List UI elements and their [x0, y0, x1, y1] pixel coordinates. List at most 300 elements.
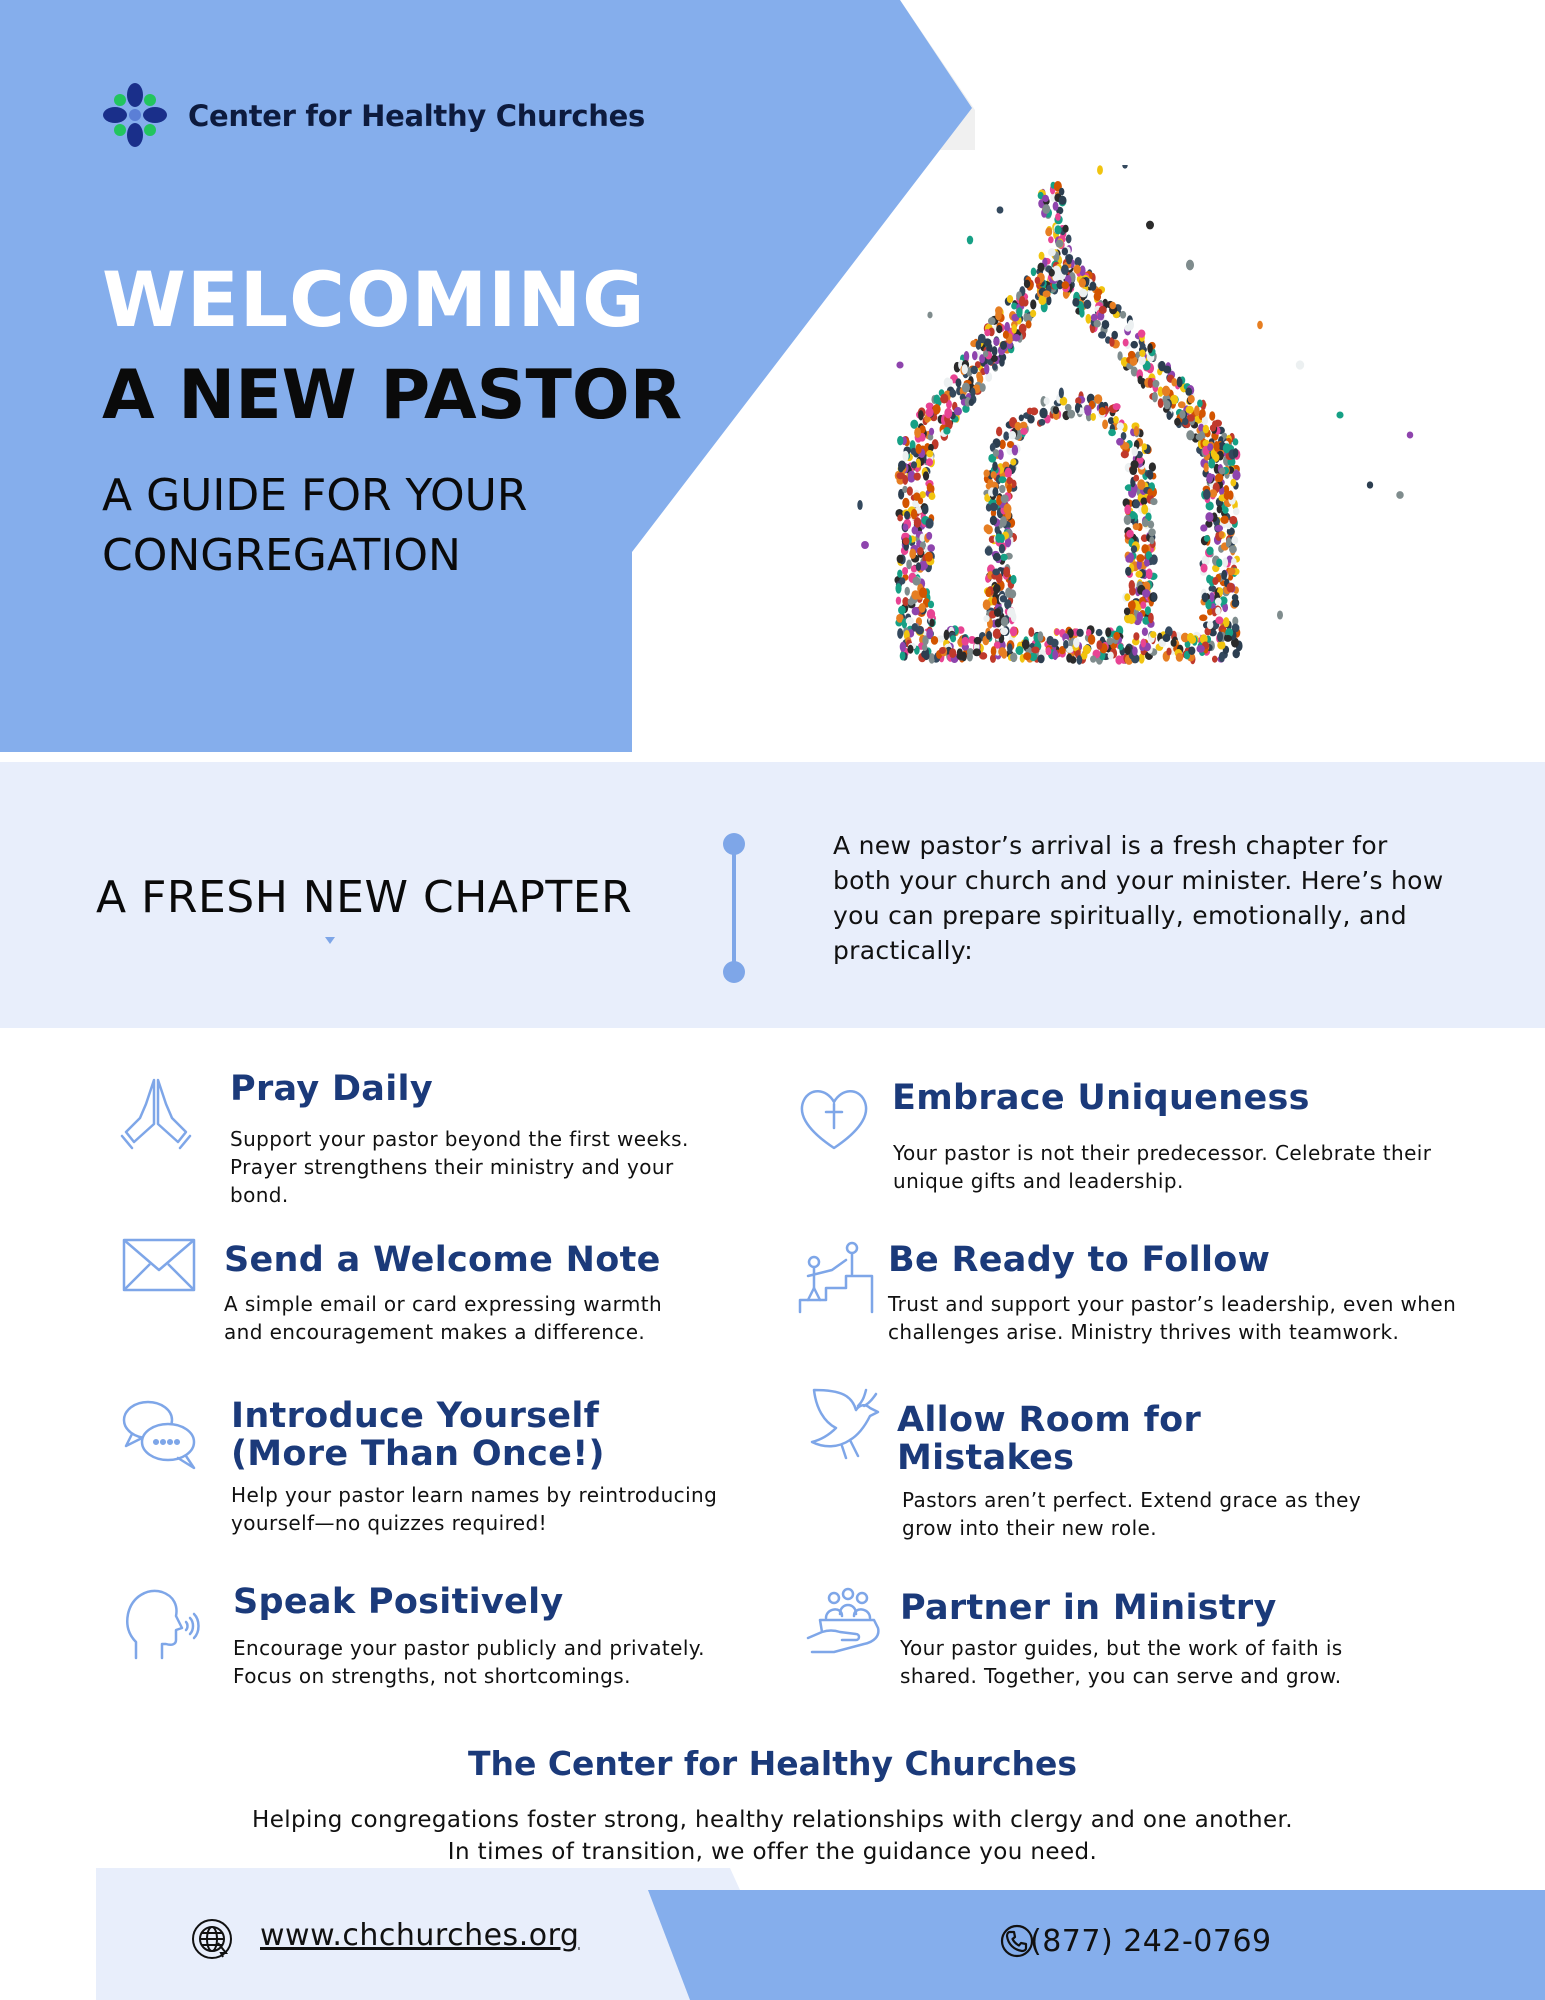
crowd-person: [1113, 632, 1120, 640]
crowd-person: [912, 607, 920, 615]
crowd-person: [896, 472, 904, 479]
crowd-person: [926, 458, 933, 466]
footer-line-1: Helping congregations foster strong, healthy relationships with clergy and one another.: [252, 1807, 1293, 1833]
crowd-person: [1138, 330, 1146, 338]
crowd-person: [857, 500, 862, 510]
crowd-person: [984, 470, 990, 478]
crowd-person: [1063, 225, 1069, 233]
crowd-person: [1089, 282, 1096, 291]
speaking-head-icon: [122, 1584, 202, 1664]
crowd-person: [1217, 631, 1223, 642]
tip-title: Send a Welcome Note: [224, 1240, 661, 1280]
crowd-person: [1073, 265, 1080, 274]
crowd-person: [943, 427, 950, 435]
crowd-person: [1000, 627, 1008, 635]
globe-icon: [190, 1917, 234, 1961]
crowd-person: [1232, 649, 1239, 658]
crowd-person: [1122, 165, 1127, 169]
crowd-person: [1019, 296, 1026, 307]
crowd-person: [994, 608, 1001, 617]
crowd-person: [1009, 431, 1016, 439]
tip-title: Speak Positively: [233, 1582, 564, 1622]
crowd-person: [1367, 481, 1373, 488]
crowd-person: [911, 461, 917, 468]
crowd-person: [1010, 459, 1016, 466]
crowd-person: [1023, 652, 1031, 660]
crowd-person: [991, 646, 997, 656]
tip-title: Allow Room for Mistakes: [897, 1400, 1202, 1478]
crowd-person: [926, 518, 934, 529]
crowd-person: [1178, 401, 1186, 408]
hand-people-icon: [804, 1586, 884, 1666]
crowd-person: [903, 451, 909, 462]
crowd-person: [1227, 583, 1235, 593]
crowd-person: [992, 346, 998, 356]
crowd-person: [919, 587, 927, 598]
crowd-person: [909, 548, 916, 559]
crowd-person: [999, 358, 1005, 367]
crowd-person: [992, 363, 997, 370]
crowd-person: [954, 407, 962, 416]
crowd-person: [898, 465, 904, 472]
crowd-person: [972, 351, 978, 360]
crowd-person: [1222, 506, 1228, 513]
crowd-person: [1054, 628, 1060, 635]
crowd-person: [1117, 422, 1124, 430]
subtitle: A GUIDE FOR YOUR CONGREGATION: [102, 470, 528, 581]
crowd-person: [1137, 612, 1143, 622]
crowd-person: [1164, 400, 1171, 409]
crowd-person: [918, 410, 923, 420]
crowd-person: [1061, 264, 1069, 274]
tip-desc: A simple email or card expressing warmth and encouragement makes a difference.: [224, 1292, 663, 1344]
crowd-person: [1007, 295, 1013, 303]
crowd-person: [914, 517, 921, 527]
crowd-person: [999, 534, 1005, 543]
crowd-person: [983, 615, 989, 622]
crowd-person: [1003, 567, 1010, 578]
crowd-person: [1202, 594, 1207, 602]
crowd-person: [1226, 537, 1232, 546]
crowd-person: [1141, 638, 1146, 647]
crowd-person: [980, 383, 986, 392]
crowd-person: [1072, 298, 1079, 307]
crowd-person: [1024, 280, 1030, 289]
crowd-person: [1007, 484, 1012, 493]
crowd-person: [1197, 645, 1205, 653]
crowd-person: [1230, 479, 1236, 487]
crowd-person: [1048, 248, 1056, 256]
crowd-person: [1108, 429, 1116, 436]
crowd-person: [1010, 626, 1017, 636]
crowd-person: [1066, 234, 1072, 243]
crowd-person: [1215, 607, 1221, 615]
crowd-person: [1055, 225, 1062, 234]
crowd-person: [1003, 431, 1009, 440]
title-line-2: A NEW PASTOR: [102, 356, 683, 435]
crowd-person: [1219, 467, 1226, 474]
crowd-person: [1296, 360, 1304, 369]
crowd-person: [1028, 627, 1034, 637]
crowd-person: [897, 436, 903, 446]
crowd-person: [1163, 634, 1171, 642]
crowd-person: [1215, 473, 1223, 482]
crowd-person: [927, 483, 933, 492]
crowd-person: [1031, 268, 1037, 277]
crowd-person: [1204, 535, 1210, 542]
crowd-person: [1201, 564, 1208, 573]
crowd-person: [1148, 528, 1155, 536]
crowd-person: [1007, 643, 1012, 654]
crowd-person: [956, 378, 962, 387]
crowd-person: [1084, 405, 1091, 416]
crowd-person: [1149, 557, 1156, 565]
crowd-person: [1128, 351, 1135, 359]
crowd-person: [940, 394, 948, 404]
crowd-person: [1199, 409, 1205, 418]
crowd-person: [1051, 639, 1059, 648]
crowd-person: [973, 648, 981, 656]
crowd-person: [1407, 431, 1414, 438]
crowd-person: [1099, 306, 1107, 314]
crowd-person: [916, 626, 924, 635]
crowd-person: [1096, 640, 1102, 650]
crowd-person: [1150, 498, 1157, 505]
crowd-person: [933, 394, 940, 403]
crowd-person: [1203, 489, 1211, 500]
crowd-person: [1053, 406, 1059, 414]
crowd-person: [1152, 380, 1159, 388]
crowd-person: [1096, 629, 1103, 636]
crowd-person: [920, 491, 926, 498]
crowd-person: [992, 461, 998, 471]
crowd-person: [1011, 575, 1017, 584]
crowd-person: [985, 546, 993, 555]
tip-desc: Your pastor is not their predecessor. Celebrate their unique gifts and leadership.: [893, 1141, 1432, 1193]
crowd-person: [927, 312, 932, 319]
crowd-person: [927, 609, 935, 619]
crowd-person: [1079, 278, 1086, 288]
crowd-person: [1233, 438, 1239, 445]
crowd-person: [919, 603, 926, 613]
crowd-person: [1142, 627, 1148, 636]
crowd-person: [897, 555, 904, 564]
crowd-person: [1030, 299, 1036, 309]
chat-bubbles-icon: [120, 1396, 200, 1476]
crowd-person: [1207, 621, 1214, 629]
crowd-person: [896, 597, 901, 605]
crowd-person: [915, 444, 921, 454]
footer-line-2: In times of transition, we offer the guidance you need.: [447, 1839, 1098, 1865]
footer-description: [0, 1804, 1545, 1868]
crowd-person: [1063, 640, 1069, 649]
crowd-person: [1049, 269, 1055, 277]
crowd-person: [918, 497, 923, 504]
crowd-person: [902, 498, 909, 508]
crowd-person: [974, 637, 982, 645]
crowd-person: [1215, 598, 1222, 605]
crowd-person: [946, 378, 953, 386]
crowd-person: [1124, 593, 1130, 601]
crowd-person: [1133, 523, 1140, 530]
crowd-person: [1148, 521, 1155, 529]
crowd-person: [995, 526, 1000, 534]
intro-heading: A FRESH NEW CHAPTER: [96, 872, 633, 923]
crowd-person: [1019, 324, 1027, 334]
crowd-person: [1126, 530, 1134, 538]
crowd-person: [1206, 547, 1213, 556]
crowd-person: [1219, 652, 1225, 662]
crowd-person: [1113, 416, 1119, 424]
crowd-person: [990, 503, 998, 512]
crowd-person: [1146, 221, 1154, 230]
crowd-person: [1151, 592, 1157, 602]
dove-icon: [806, 1386, 886, 1466]
crowd-person: [1001, 617, 1009, 627]
crowd-person: [996, 325, 1002, 333]
crowd-person: [1124, 515, 1132, 525]
website-link[interactable]: www.chchurches.org: [260, 1918, 580, 1953]
crowd-person: [998, 647, 1006, 656]
tip-title: Embrace Uniqueness: [892, 1078, 1310, 1118]
intro-text: A new pastor’s arrival is a fresh chapter for both your church and your minister. Here’s how you can prepare spiritually, emotionally, and practically:: [833, 831, 1444, 965]
crowd-person: [1200, 524, 1207, 531]
crowd-person: [900, 642, 906, 652]
phone-number[interactable]: (877) 242-0769: [1030, 1924, 1272, 1959]
crowd-person: [1007, 607, 1015, 617]
crowd-person: [1016, 307, 1022, 317]
phone-icon: [1000, 1924, 1034, 1958]
crowd-person: [1045, 227, 1052, 236]
crowd-person: [1014, 422, 1021, 431]
crowd-person: [1138, 375, 1143, 384]
crowd-person: [1026, 320, 1032, 328]
crowd-person: [1088, 634, 1095, 645]
crowd-person: [1188, 395, 1195, 403]
crowd-person: [992, 487, 998, 497]
crowd-person: [1140, 343, 1146, 350]
crowd-person: [1003, 331, 1009, 339]
crowd-person: [996, 427, 1002, 437]
crowd-person: [1133, 632, 1139, 640]
crowd-person: [1125, 567, 1131, 576]
crowd-person: [928, 653, 935, 664]
crowd-person: [1205, 512, 1213, 522]
org-name: Center for Healthy Churches: [188, 99, 645, 133]
crowd-person: [1140, 601, 1146, 609]
crowd-person: [986, 631, 992, 640]
crowd-person: [1106, 637, 1113, 645]
tip-title: Introduce Yourself (More Than Once!): [231, 1396, 605, 1474]
crowd-person: [1179, 410, 1185, 419]
crowd-person: [926, 408, 934, 418]
crowd-person: [1012, 445, 1018, 456]
crowd-person: [1048, 236, 1054, 243]
crowd-person: [928, 601, 934, 609]
crowd-person: [1215, 525, 1223, 532]
crowd-person: [897, 514, 903, 521]
crowd-person: [897, 628, 903, 639]
crowd-person: [1039, 408, 1047, 419]
crowd-person: [995, 311, 1002, 321]
crowd-person: [1135, 571, 1142, 578]
crowd-person: [1147, 470, 1153, 480]
crowd-person: [1162, 386, 1170, 396]
crowd-person: [970, 387, 975, 397]
crowd-person: [993, 584, 1001, 593]
crowd-person: [1108, 652, 1114, 660]
crowd-person: [949, 389, 956, 398]
crowd-person: [1044, 397, 1050, 405]
crowd-person: [1027, 415, 1034, 424]
crowd-person: [1231, 536, 1238, 544]
crowd-person: [950, 635, 956, 642]
crowd-person: [1209, 411, 1215, 421]
crowd-person: [984, 329, 990, 336]
crowd-person: [1043, 290, 1051, 297]
crowd-person: [917, 547, 923, 555]
crowd-person: [904, 511, 910, 520]
crowd-person: [1229, 516, 1237, 525]
crowd-person: [1094, 289, 1102, 296]
crowd-person: [1142, 443, 1148, 450]
crowd-person: [905, 587, 910, 596]
tip-desc: Help your pastor learn names by reintroducing yourself—no quizzes required!: [231, 1483, 718, 1535]
crowd-person: [1133, 500, 1140, 509]
crowd-person: [999, 485, 1005, 493]
crowd-person: [911, 590, 919, 599]
crowd-person: [1146, 569, 1153, 580]
crowd-person: [1113, 403, 1121, 410]
tip-desc: Encourage your pastor publicly and privately. Focus on strengths, not shortcomings.: [233, 1636, 705, 1688]
crowd-person: [1010, 653, 1017, 663]
crowd-person: [1124, 608, 1130, 616]
crowd-person: [931, 636, 938, 645]
crowd-person: [1212, 577, 1218, 585]
crowd-person: [1232, 600, 1239, 607]
tip-title: Pray Daily: [230, 1069, 433, 1109]
tip-title: Partner in Ministry: [900, 1588, 1277, 1628]
crowd-person: [900, 651, 906, 660]
heart-cross-icon: [794, 1080, 874, 1160]
crowd-person: [1123, 339, 1129, 347]
crowd-person: [1215, 616, 1223, 624]
crowd-person: [1097, 165, 1103, 175]
crowd-person: [1000, 554, 1007, 561]
crowd-person: [1012, 324, 1017, 334]
footer-title: The Center for Healthy Churches: [467, 1744, 1078, 1783]
crowd-person: [1085, 314, 1091, 324]
crowd-person: [1076, 655, 1082, 665]
church-crowd-image: [840, 165, 1420, 685]
crowd-person: [1233, 448, 1239, 458]
crowd-person: [1148, 613, 1154, 623]
crowd-person: [1134, 426, 1139, 436]
crowd-person: [1152, 392, 1158, 403]
crowd-person: [1075, 403, 1080, 413]
crowd-person: [1150, 631, 1156, 638]
crowd-person: [1116, 438, 1124, 446]
crowd-person: [990, 516, 997, 525]
crowd-person: [1217, 505, 1222, 513]
crowd-person: [1000, 516, 1007, 527]
crowd-person: [1019, 415, 1024, 422]
crowd-person: [976, 372, 982, 381]
crowd-person: [962, 364, 968, 374]
org-logo: [102, 82, 168, 148]
crowd-person: [903, 537, 910, 545]
crowd-person: [1227, 567, 1235, 575]
crowd-person: [1231, 558, 1236, 565]
crowd-person: [1174, 418, 1180, 426]
tip-desc: Your pastor guides, but the work of faith is shared. Together, you can serve and grow.: [900, 1636, 1343, 1688]
crowd-person: [1221, 570, 1227, 580]
crowd-person: [1091, 413, 1096, 421]
crowd-person: [1039, 419, 1046, 426]
tip-title: Be Ready to Follow: [888, 1240, 1271, 1280]
crowd-person: [1129, 587, 1136, 596]
crowd-person: [933, 404, 941, 414]
crowd-person: [971, 366, 978, 374]
crowd-person: [1147, 343, 1153, 353]
crowd-person: [1130, 341, 1138, 349]
crowd-person: [1131, 545, 1137, 553]
crowd-person: [1277, 610, 1283, 619]
crowd-person: [1055, 213, 1061, 221]
crowd-person: [1079, 289, 1087, 298]
crowd-person: [899, 577, 905, 584]
crowd-person: [914, 472, 921, 480]
crowd-person: [1037, 263, 1044, 272]
crowd-person: [1336, 411, 1343, 418]
crowd-person: [1001, 494, 1009, 503]
crowd-person: [983, 599, 991, 610]
crowd-person: [929, 619, 934, 627]
crowd-person: [1203, 425, 1209, 434]
crowd-person: [1109, 302, 1116, 310]
crowd-person: [992, 597, 997, 606]
envelope-icon: [120, 1224, 200, 1304]
crowd-person: [1020, 428, 1027, 435]
crowd-person: [1012, 334, 1020, 342]
tip-desc: Support your pastor beyond the first weeks. Prayer strengthens their ministry and your bond.: [230, 1127, 689, 1207]
crowd-person: [957, 648, 963, 656]
crowd-person: [1223, 617, 1230, 627]
crowd-person: [1166, 411, 1172, 420]
crowd-person: [1015, 646, 1023, 655]
crowd-person: [1133, 475, 1139, 482]
crowd-person: [1005, 468, 1012, 478]
crowd-person: [1079, 308, 1084, 317]
crowd-person: [1076, 629, 1083, 637]
crowd-person: [1084, 300, 1092, 309]
crowd-person: [912, 577, 920, 586]
crowd-person: [1121, 451, 1129, 459]
crowd-person: [983, 350, 988, 357]
crowd-person: [967, 648, 974, 655]
crowd-person: [1099, 407, 1106, 415]
crowd-person: [1039, 252, 1045, 260]
crowd-person: [897, 570, 902, 578]
crowd-person: [1147, 488, 1152, 496]
crowd-person: [1212, 656, 1218, 663]
crowd-person: [1125, 555, 1131, 563]
crowd-person: [949, 648, 956, 658]
crowd-person: [997, 206, 1004, 213]
crowd-person: [1208, 458, 1215, 468]
crowd-person: [1177, 378, 1183, 388]
crowd-person: [1131, 460, 1139, 469]
